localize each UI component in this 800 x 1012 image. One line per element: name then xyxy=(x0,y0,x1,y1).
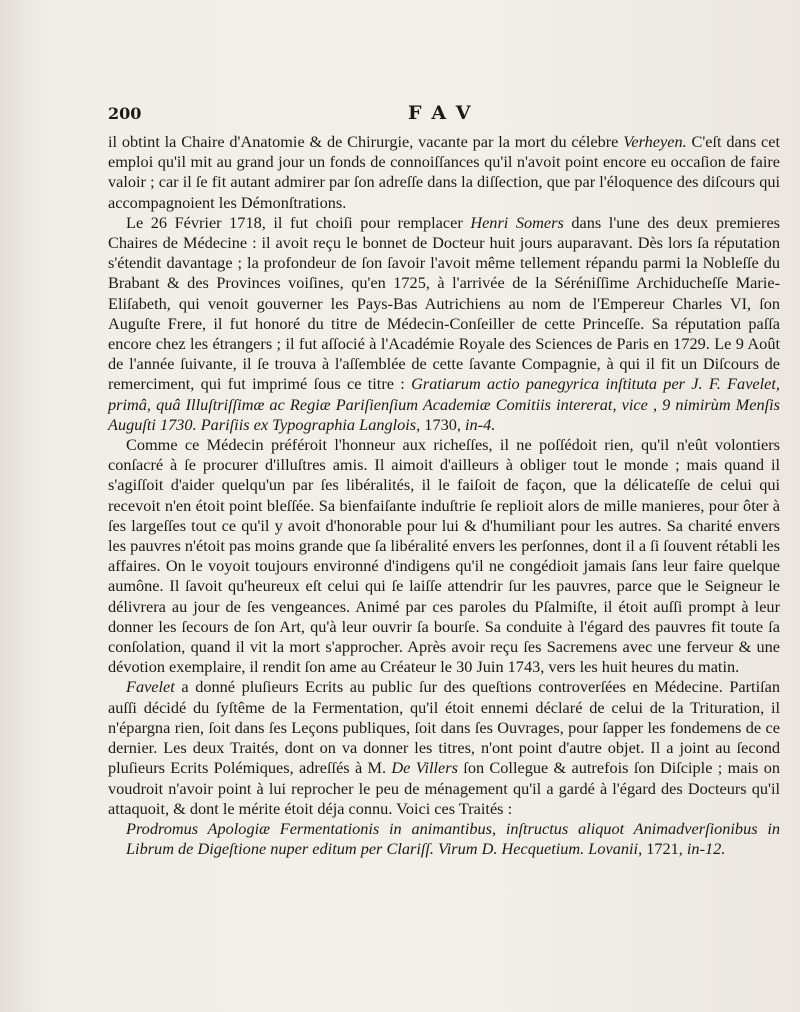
catalog-entry xyxy=(108,819,780,859)
italic-text: in-12. xyxy=(686,839,726,859)
italic-text: Verheyen. xyxy=(623,132,687,151)
text-segment: a donné pluſieurs Ecrits au public ſur des queſtions controverſées en Médecine. Partiſan auſſi décidé du ſyſtême de la Fermentation, qu'il étoit ennemi déclaré de celui de la Trituration, il n'épargna rien, ſoit dans ſes Leçons publiques, ſoit dans ſes Ouvrages, pour ſapper les fondemens de ce dernier. Les deux Traités, dont on va donner les titres, n'ont point d'autre objet. Il a joint au ſecond pluſieurs Ecrits Polémiques, adreſſés à M. xyxy=(108,677,780,778)
text-segment: , 1721, xyxy=(638,839,687,859)
paragraph-writings xyxy=(108,677,780,818)
text-segment: dans l'une des deux premieres Chaires de Médecine : il avoit reçu le bonnet de Docteur huit jours auparavant. Dès lors ſa réputation s'étendit davantage ; la profondeur de ſon ſavoir l'avoit même tellement répandu parmi la Nobleſſe du Brabant & des Provinces voiſines, qu'en 1725, à l'arrivée de la Séréniſſime Archiducheſſe Marie-Eliſabeth, qui venoit gouverner les Pays-Bas Autrichiens au nom de l'Empereur Charles VI, ſon Auguſte Frere, il fut honoré du titre de Médecin-Conſeiller de cette Princeſſe. Sa réputation paſſa encore chez les étrangers ; il fut aſſocié à l'Académie Royale des Sciences de Paris en 1729. Le 9 Août de l'année ſuivante, il ſe trouva à l'aſſemblée de cette ſavante Compagnie, à qui il fit un Diſcours de remerciment, qui fut imprimé ſous ce titre : xyxy=(108,212,781,394)
text-segment: Comme ce Médecin préféroit l'honneur aux richeſſes, il ne poſſédoit rien, qu'il n'eût volontiers conſacré à ſe procurer d'illuſtres amis. Il aimoit d'ailleurs à obliger tout le monde ; mais quand il s'agiſſoit d'aider quelqu'un par ſes libéralités, il le faiſoit de façon, que la délicateſſe de celui qui recevoit n'en étoit point bleſſée. Sa bienfaiſante induſtrie ſe replioit alors de mille manieres, pour ôter à ſes largeſſes tout ce qu'il y avoit d'honorable pour lui & d'humiliant pour les autres. Sa charité envers les pauvres n'étoit pas moins grande que ſa libéralité envers les perſonnes, dont il a ſi ſouvent rétabli les affaires. On le voyoit toujours environné d'indigens qu'il ne congédioit jamais ſans leur faire quelque aumône. Il ſavoit qu'heureux eſt celui qui ſe laiſſe attendrir ſur les pauvres, parce que le Seigneur le délivrera au jour de ſes vengeances. Animé par ces paroles du Pſalmiſte, il étoit auſſi prompt à leur donner les ſecours de ſon Art, qu'à leur ouvrir ſa bourſe. Sa conduite à l'égard des pauvres fit toute ſa conſolation, quand il vit la mort s'approcher. Après avoir reçu ſes Sacremens avec une ferveur & une dévotion exemplaire, il rendit ſon ame au Créateur le 30 Juin 1743, vers les huit heures du matin. xyxy=(108,435,780,677)
text-segment: ſon Collegue & autrefois ſon Diſciple ; mais on voudroit n'avoir point à lui reprocher le peu de ménagement qu'il a gardé à l'égard des Docteurs qu'il attaquoit, & dont le mérite étoit déja connu. Voici ces Traités : xyxy=(108,758,780,818)
body-text xyxy=(108,132,780,859)
running-head: FAV xyxy=(408,102,482,124)
italic-text: Prodromus Apologiæ Fermentationis in animantibus, inſtructus aliquot Animadverſionibus in Librum de Digeſtione nuper editum per Clariſſ. Virum D. Hecquetium. Lovanii xyxy=(126,818,780,859)
page-number: 200 xyxy=(108,104,142,123)
italic-text: Henri Somers xyxy=(470,212,564,232)
paragraph-charity xyxy=(108,435,780,677)
page-header xyxy=(108,104,760,126)
paragraph-continuation xyxy=(108,132,780,213)
text-segment: , 1730, xyxy=(416,414,465,434)
italic-text: in-4. xyxy=(465,414,496,434)
text-segment: C'eſt dans cet emploi qu'il mit au grand jour un fonds de connoiſſances qu'il n'avoit point encore eu occaſion de faire valoir ; car il ſe fit autant admirer par ſon adreſſe dans la diſſection, que par l'éloquence des diſcours qui accompagnoient les Démonſtrations. xyxy=(108,132,780,212)
paragraph-appointment xyxy=(108,213,780,435)
text-segment: Le 26 Février 1718, il fut choiſi pour remplacer xyxy=(126,212,471,232)
italic-text: Favelet xyxy=(126,677,175,697)
text-segment: il obtint la Chaire d'Anatomie & de Chirurgie, vacante par la mort du célebre xyxy=(108,132,624,151)
italic-text: Gratiarum actio panegyrica inſtituta per J. F. Favelet, primâ, quâ Illuſtriſſimæ ac Regiæ Pariſienſium Academiæ Comitiis intererat, vice , 9 nimirùm Menſis Auguſti 1730. Pariſiis ex Typographia Langlois xyxy=(108,374,780,434)
italic-text: De Villers xyxy=(391,758,458,778)
